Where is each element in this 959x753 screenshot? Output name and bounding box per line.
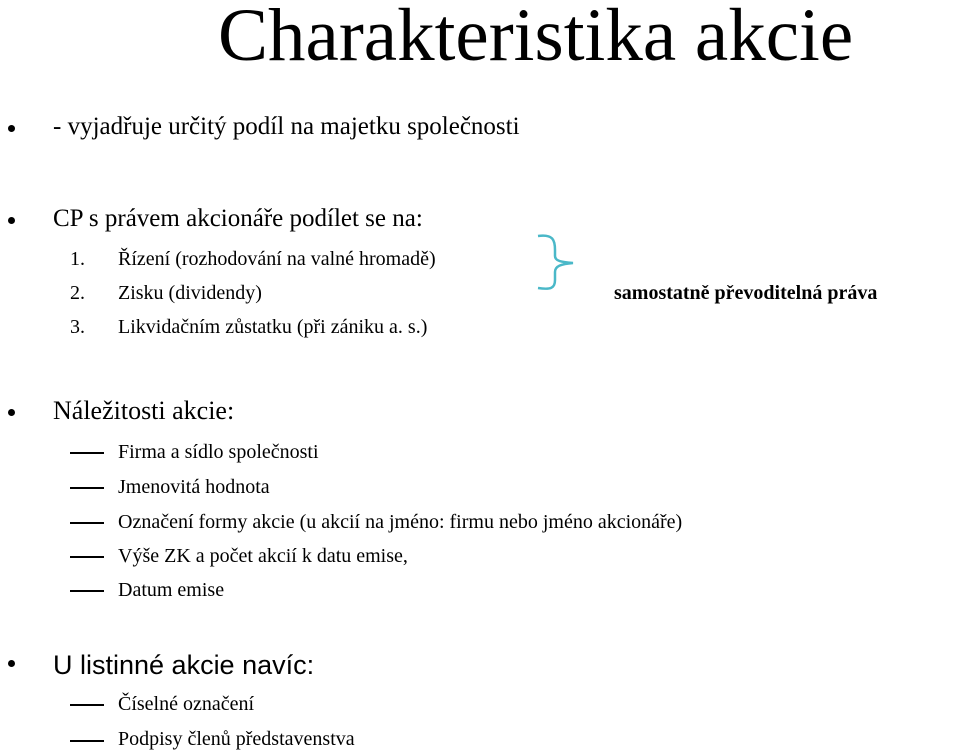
bullet-shareholder-rights: CP s právem akcionáře podílet se na:	[53, 205, 423, 232]
rights-item: Řízení (rozhodování na valné hromadě)	[118, 248, 436, 270]
rights-item-number: 2.	[70, 282, 85, 304]
dash	[70, 452, 104, 454]
slide-title: Charakteristika akcie	[218, 0, 854, 77]
rights-item-number: 1.	[70, 248, 85, 270]
certificated-item: Podpisy členů představenstva	[118, 728, 355, 750]
dash	[70, 740, 104, 742]
bullet-certificated-shares: U listinné akcie navíc:	[53, 650, 315, 680]
rights-item: Likvidačním zůstatku (při zániku a. s.)	[118, 316, 428, 338]
bullet-dot	[8, 409, 15, 416]
bullet-share-definition: - vyjadřuje určitý podíl na majetku společnosti	[53, 113, 520, 140]
transferable-rights-note: samostatně převoditelná práva	[614, 282, 878, 304]
dash	[70, 556, 104, 558]
certificated-item: Číselné označení	[118, 693, 255, 715]
bullet-dot	[8, 660, 15, 667]
curly-brace-icon	[535, 230, 580, 294]
rights-item-number: 3.	[70, 316, 85, 338]
dash	[70, 590, 104, 592]
bullet-dot	[8, 217, 15, 224]
dash	[70, 522, 104, 524]
requirement-item: Označení formy akcie (u akcií na jméno: firmu nebo jméno akcionáře)	[118, 511, 683, 533]
requirement-item: Firma a sídlo společnosti	[118, 441, 319, 463]
requirement-item: Výše ZK a počet akcií k datu emise,	[118, 545, 408, 567]
dash	[70, 704, 104, 706]
dash	[70, 487, 104, 489]
rights-item: Zisku (dividendy)	[118, 282, 262, 304]
bullet-dot	[8, 125, 15, 132]
requirement-item: Datum emise	[118, 579, 225, 601]
bullet-share-requirements: Náležitosti akcie:	[53, 396, 235, 425]
requirement-item: Jmenovitá hodnota	[118, 476, 270, 498]
